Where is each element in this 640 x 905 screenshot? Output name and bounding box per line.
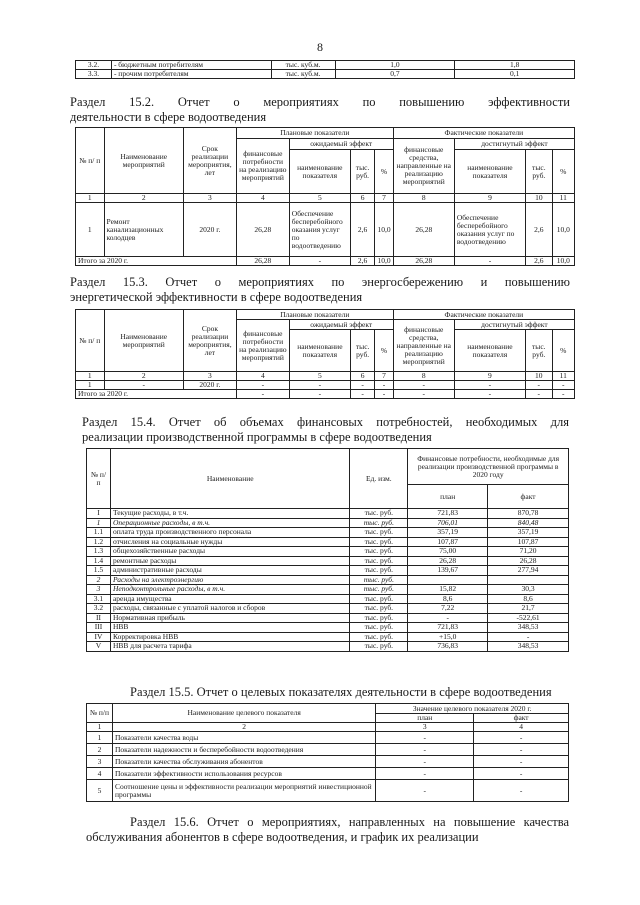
cell: V [87,642,111,652]
section-15-5-title [130,685,570,700]
cell: 357,19 [488,528,569,538]
cell: IV [87,632,111,642]
cell: 3.2 [87,604,111,614]
header-name: Наименование целевого показателя [112,704,375,723]
table-row [76,203,575,257]
cell: - [408,613,488,623]
cell: 107,87 [488,537,569,547]
col-num: 6 [350,194,374,203]
table-15-4-body [87,509,569,652]
col-num: 11 [552,372,574,381]
header-rub: тыс. руб. [350,150,374,194]
cell: 71,20 [488,547,569,557]
col-num: 6 [350,372,374,381]
header-fact: Фактические показатели [393,128,574,139]
table-row [87,509,569,519]
cell: 7,22 [408,604,488,614]
row-plan-fin: 26,28 [236,203,289,257]
col-num: 2 [112,723,375,732]
col-num: 1 [76,372,105,381]
header-plan-fin: финансовые потребности на реализацию мероприятий [236,320,289,372]
top-table [75,60,575,79]
col-num: 8 [393,194,454,203]
table-row [87,556,569,566]
cell: 5 [87,780,113,802]
table-row [87,566,569,576]
header-group: Финансовые потребности, необходимые для реализации производственной программы в 2020 году [408,449,569,485]
header-rub: тыс. руб. [350,330,374,372]
cell: - [350,390,374,399]
cell: Показатели качества воды [112,732,375,744]
cell: Соотношение цены и эффективности реализации мероприятий инвестиционной программы [112,780,375,802]
table-row [87,594,569,604]
cell: аренда имущества [110,594,349,604]
row-value-1: 0,7 [335,70,455,79]
cell: 8,6 [488,594,569,604]
cell: I [87,509,111,519]
cell: 139,67 [408,566,488,576]
cell: - [289,381,350,390]
header-indicator: наименование показателя [289,330,350,372]
column-numbers-row [87,723,569,732]
cell: административные расходы [110,566,349,576]
header-fact-fin: финансовые средства, направленные на реализацию мероприятий [393,139,454,194]
header-indicator: наименование показателя [289,150,350,194]
cell: тыс. руб. [350,594,408,604]
cell: 2 [87,575,111,585]
header-pct: % [552,150,574,194]
header-name: Наименование [110,449,349,509]
col-num: 10 [526,372,552,381]
table-row [87,768,569,780]
header-pct: % [375,150,393,194]
col-num: 7 [375,194,393,203]
row-value-2: 0,1 [455,70,575,79]
cell: тыс. руб. [350,528,408,538]
cell: 1 [87,732,113,744]
title-line-2: реализации производственной программы в сфере водоотведения [82,430,432,444]
row-name: - [104,381,183,390]
table-row [87,547,569,557]
cell: Неподконтрольные расходы, в т.ч. [110,585,349,595]
col-num: 4 [236,372,289,381]
section-15-2-title [70,95,570,125]
cell: +15,0 [408,632,488,642]
cell: - [526,381,552,390]
cell: - [552,390,574,399]
cell: - [454,381,525,390]
total-row [76,257,575,266]
table-15-4 [86,448,569,652]
cell: тыс. руб. [350,547,408,557]
header-num: № п/п [87,449,111,509]
header-name: Наименование мероприятий [104,128,183,194]
cell: 736,83 [408,642,488,652]
col-num: 1 [76,194,105,203]
total-plan-pct: 10,0 [375,257,393,266]
cell: оплата труда производственного персонала [110,528,349,538]
cell: 8,6 [408,594,488,604]
table-row [87,732,569,744]
cell: - [488,632,569,642]
header-plan: Плановые показатели [236,128,393,139]
header-plan: Плановые показатели [236,310,393,320]
cell: - [393,381,454,390]
cell: 4 [87,768,113,780]
cell: - [474,780,569,802]
section-15-3-title [70,275,570,305]
header-num: № п/п [87,704,113,723]
row-fact-pct: 10,0 [552,203,574,257]
title-line-1: Раздел 15.2. Отчет о мероприятиях по повышению эффективности [70,95,570,109]
cell: НВВ [110,623,349,633]
row-plan-rub: 2,6 [350,203,374,257]
cell: - [376,780,474,802]
cell: тыс. руб. [350,509,408,519]
cell: 21,7 [488,604,569,614]
table-row [87,642,569,652]
cell: Показатели эффективности использования ресурсов [112,768,375,780]
header-unit: Ед. изм. [350,449,408,509]
cell: 348,53 [488,623,569,633]
cell: тыс. руб. [350,604,408,614]
cell: - [474,756,569,768]
cell: - [350,381,374,390]
col-num: 10 [526,194,552,203]
cell: - [474,732,569,744]
cell: - [526,390,552,399]
header-plan-effect: ожидаемый эффект [289,320,393,330]
cell: - [289,390,350,399]
cell: 26,28 [488,556,569,566]
cell: - [474,744,569,756]
cell: общехозяйственные расходы [110,547,349,557]
cell [408,575,488,585]
cell: 1.3 [87,547,111,557]
row-plan-pct: 10,0 [375,203,393,257]
cell: 870,78 [488,509,569,519]
cell: - [393,390,454,399]
total-plan-rub: 2,6 [350,257,374,266]
col-num: 3 [183,372,236,381]
total-fact-indicator: - [454,257,525,266]
cell: 75,00 [408,547,488,557]
row-num: 3.2. [76,61,112,70]
cell: тыс. руб. [350,537,408,547]
cell: тыс. руб. [350,623,408,633]
cell: Корректировка НВВ [110,632,349,642]
column-numbers-row [76,372,575,381]
total-row [76,390,575,399]
col-num: 3 [183,194,236,203]
cell: тыс. руб. [350,642,408,652]
column-numbers-row [76,194,575,203]
row-fact-rub: 2,6 [526,203,552,257]
cell: - [376,732,474,744]
cell: Текущие расходы, в т.ч. [110,509,349,519]
table-row [87,537,569,547]
page-number: 8 [317,40,323,54]
table-row [87,528,569,538]
row-value-2: 1,8 [455,61,575,70]
cell: 840,48 [488,518,569,528]
col-num: 9 [454,194,525,203]
cell: Показатели качества обслуживания абонентов [112,756,375,768]
title-line-2: деятельности в сфере водоотведения [70,110,267,124]
row-name: Ремонт канализационных колодцев [104,203,183,257]
col-num: 2 [104,372,183,381]
col-num: 1 [87,723,113,732]
cell: -522,61 [488,613,569,623]
cell: 277,94 [488,566,569,576]
total-label: Итого за 2020 г. [76,257,237,266]
section-15-6-title [86,815,569,845]
cell: тыс. руб. [350,585,408,595]
cell: - [236,390,289,399]
table-row [87,575,569,585]
cell: ремонтные расходы [110,556,349,566]
table-row [87,632,569,642]
row-unit: тыс. куб.м. [271,70,335,79]
col-num: 11 [552,194,574,203]
col-num: 3 [376,723,474,732]
cell: 1.2 [87,537,111,547]
header-fact: Фактические показатели [393,310,574,320]
cell: - [376,744,474,756]
row-fact-fin: 26,28 [393,203,454,257]
table-row [87,756,569,768]
total-label: Итого за 2020 г. [76,390,237,399]
cell: 3 [87,585,111,595]
title-line-1: Раздел 15.4. Отчет об объемах финансовых потребностей, необходимых для [82,415,569,429]
cell: 348,53 [488,642,569,652]
row-name: - бюджетным потребителям [111,61,271,70]
cell: - [375,390,393,399]
cell: 26,28 [408,556,488,566]
cell: - [236,381,289,390]
header-fact: факт [488,485,569,509]
row-value-1: 1,0 [335,61,455,70]
col-num: 5 [289,372,350,381]
col-num: 2 [104,194,183,203]
table-row [87,780,569,802]
header-fact: факт [474,714,569,723]
header-rub: тыс. руб. [526,150,552,194]
cell: тыс. руб. [350,566,408,576]
title-line-2: обслуживания абонентов в сфере водоотведения, и график их реализации [86,830,479,844]
cell: 30,3 [488,585,569,595]
header-fact-fin: финансовые средства, направленные на реализацию мероприятий [393,320,454,372]
cell: 1.5 [87,566,111,576]
total-fact-rub: 2,6 [526,257,552,266]
header-plan-effect: ожидаемый эффект [289,139,393,150]
cell: 3 [87,756,113,768]
col-num: 5 [289,194,350,203]
cell: 721,83 [408,509,488,519]
row-term: 2020 г. [183,203,236,257]
header-name: Наименование мероприятий [104,310,183,372]
cell: НВВ для расчета тарифа [110,642,349,652]
row-num: 1 [76,203,105,257]
row-num: 3.3. [76,70,112,79]
col-num: 4 [236,194,289,203]
row-fact-indicator: Обеспечение бесперебойного оказания услуг по водоотведению [454,203,525,257]
table-row [87,518,569,528]
cell: II [87,613,111,623]
header-term: Срок реализации мероприятия, лет [183,310,236,372]
table-15-5 [86,703,569,802]
row-unit: тыс. куб.м. [271,61,335,70]
cell [488,575,569,585]
table-row [87,604,569,614]
cell: 1.1 [87,528,111,538]
header-fact-effect: достигнутый эффект [454,139,574,150]
col-num: 4 [474,723,569,732]
header-term: Срок реализации мероприятия, лет [183,128,236,194]
table-row [76,381,575,390]
cell: 107,87 [408,537,488,547]
table-15-3 [75,309,575,399]
header-fact-effect: достигнутый эффект [454,320,574,330]
table-row [87,623,569,633]
col-num: 9 [454,372,525,381]
table-row [76,70,575,79]
cell: - [552,381,574,390]
cell: расходы, связанные с уплатой налогов и сборов [110,604,349,614]
cell: 357,19 [408,528,488,538]
cell: 15,82 [408,585,488,595]
cell: 1.4 [87,556,111,566]
header-plan-fin: финансовые потребности на реализацию мероприятий [236,139,289,194]
total-fact-fin: 26,28 [393,257,454,266]
header-pct: % [552,330,574,372]
cell: тыс. руб. [350,632,408,642]
row-name: - прочим потребителям [111,70,271,79]
table-row [87,613,569,623]
cell: 3.1 [87,594,111,604]
total-plan-fin: 26,28 [236,257,289,266]
cell: 721,83 [408,623,488,633]
row-plan-indicator: Обеспечение бесперебойного оказания услуг по водоотведению [289,203,350,257]
section-15-4-title [82,415,569,445]
header-rub: тыс. руб. [526,330,552,372]
cell: Показатели надежности и бесперебойности водоотведения [112,744,375,756]
cell: III [87,623,111,633]
row-num: 1 [76,381,105,390]
col-num: 8 [393,372,454,381]
title-line-1: Раздел 15.3. Отчет о мероприятиях по энергосбережению и повышению [70,275,570,289]
table-15-2 [75,127,575,266]
cell: тыс. руб. [350,518,408,528]
header-pct: % [375,330,393,372]
header-num: № п/ п [76,128,105,194]
cell: - [454,390,525,399]
header-indicator: наименование показателя [454,330,525,372]
header-indicator: наименование показателя [454,150,525,194]
cell: Нормативная прибыль [110,613,349,623]
col-num: 7 [375,372,393,381]
cell: отчисления на социальные нужды [110,537,349,547]
header-plan: план [408,485,488,509]
cell: тыс. руб. [350,575,408,585]
table-row [87,585,569,595]
cell: - [474,768,569,780]
header-group: Значение целевого показателя 2020 г. [376,704,569,714]
cell: Операционные расходы, в т.ч. [110,518,349,528]
header-plan: план [376,714,474,723]
row-term: 2020 г. [183,381,236,390]
cell: 2 [87,744,113,756]
title-line-2: энергетической эффективности в сфере водоотведения [70,290,363,304]
cell: тыс. руб. [350,556,408,566]
table-row [87,744,569,756]
title: Раздел 15.5. Отчет о целевых показателях деятельности в сфере водоотведения [130,685,552,699]
cell: - [376,756,474,768]
cell: 706,01 [408,518,488,528]
cell: - [376,768,474,780]
total-fact-pct: 10,0 [552,257,574,266]
total-plan-indicator: - [289,257,350,266]
cell: Расходы на электроэнергию [110,575,349,585]
cell: 1 [87,518,111,528]
cell: - [375,381,393,390]
title-line-1: Раздел 15.6. Отчет о мероприятиях, направленных на повышение качества [130,815,569,829]
header-num: № п/ п [76,310,105,372]
cell: тыс. руб. [350,613,408,623]
